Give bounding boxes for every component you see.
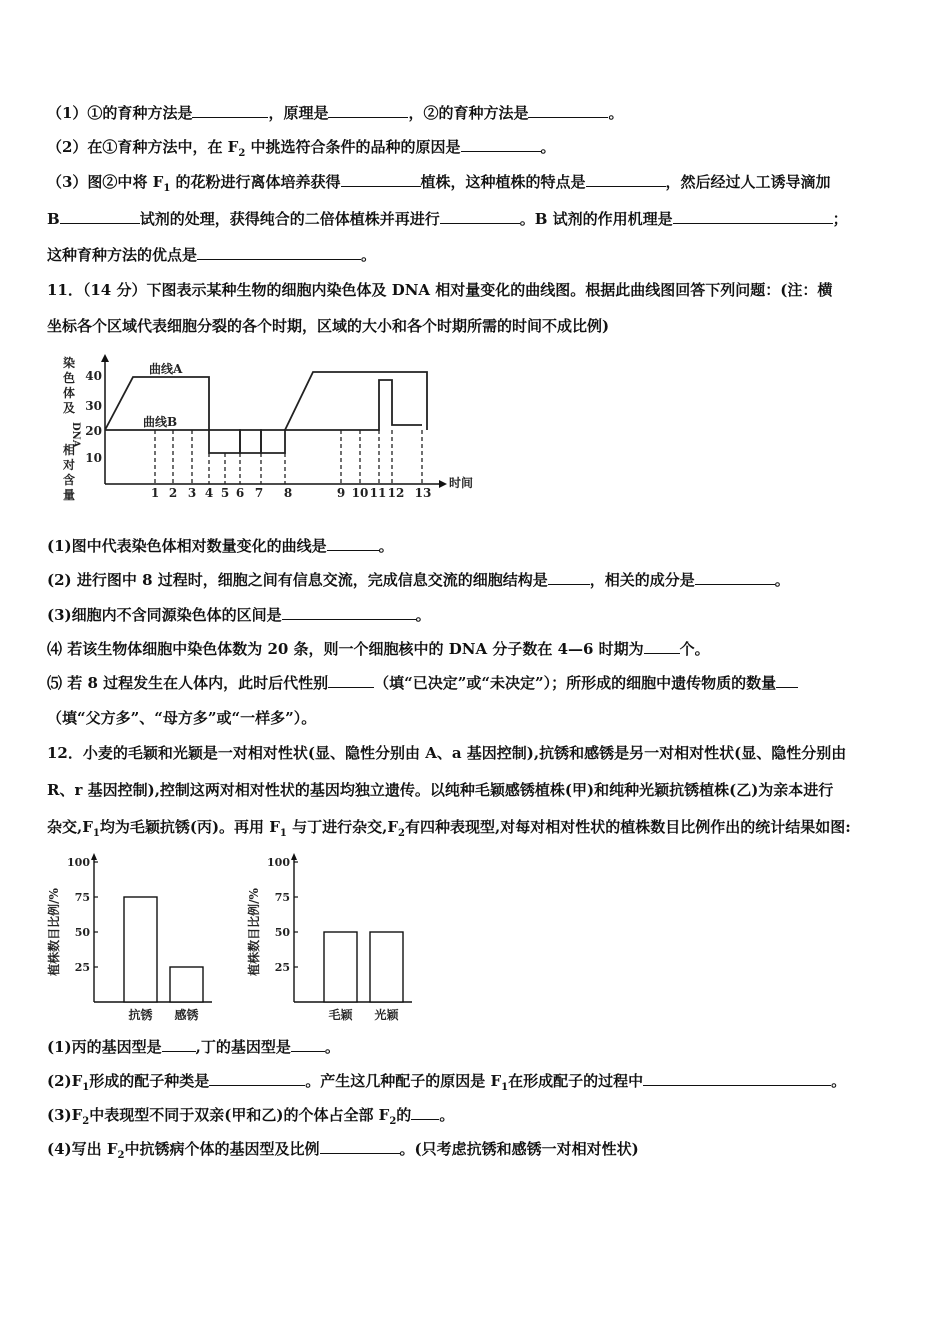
q12-intro-text: 均为毛颖抗锈(丙)。再用 F	[99, 818, 280, 836]
bar	[170, 967, 203, 1002]
x-tick-label: 6	[235, 486, 245, 500]
answer-blank[interactable]	[328, 102, 408, 118]
x-tick-label: 1	[150, 486, 160, 500]
subscript: 1	[279, 828, 287, 839]
q10-part3	[47, 171, 831, 192]
q11-part3	[47, 604, 431, 625]
q10-part4-text: B	[47, 210, 60, 228]
q11-part2	[47, 569, 790, 590]
x-tick-label: 2	[168, 486, 178, 500]
q10-part4	[47, 208, 848, 229]
bar	[324, 932, 357, 1002]
x-tick-label: 10	[351, 486, 369, 500]
q12-part1-text: ,丁的基因型是	[195, 1038, 291, 1056]
chromosome-dna-curve-figure	[47, 350, 482, 508]
y-label-char: 色	[62, 371, 76, 385]
q10-part4-text: ；	[832, 210, 848, 228]
q12-part4	[47, 1138, 639, 1159]
x-tick-label: 抗锈	[128, 1008, 153, 1022]
q10-part1	[47, 102, 624, 123]
answer-blank[interactable]	[341, 171, 421, 187]
y-label-char: 量	[62, 488, 76, 502]
q12-intro-line2: R、r 基因控制),控制这两对相对性状的基因均独立遗传。以纯种毛颖感锈植株(甲)和纯种光颖抗锈植株(乙)为亲本进行	[47, 781, 834, 799]
q10-part1-text: 。	[608, 104, 624, 122]
y-label-char: 对	[62, 458, 76, 472]
y-axis-label: 植株数目比例/%	[47, 888, 61, 976]
q12-intro-text: 杂交,F	[47, 818, 93, 836]
subscript: 2	[398, 828, 405, 839]
q10-part3-text: 植株，这种植株的特点是	[420, 173, 586, 191]
x-tick-label: 11	[369, 486, 387, 500]
q10-part3-text: （3）图②中将 F	[47, 173, 164, 191]
subscript: 1	[163, 183, 171, 194]
answer-blank[interactable]	[528, 102, 608, 118]
y-label-char: DNA	[70, 422, 81, 448]
q10-part2	[47, 136, 556, 157]
bar	[124, 897, 157, 1002]
answer-blank[interactable]	[328, 672, 374, 688]
x-tick-label: 光颖	[374, 1008, 399, 1022]
answer-blank[interactable]	[644, 638, 680, 654]
q12-part4-text: (4)写出 F	[47, 1140, 118, 1158]
q12-part2	[47, 1070, 846, 1091]
subscript: 2	[82, 1116, 90, 1127]
x-tick-label: 12	[387, 486, 405, 500]
q10-part1-text: ，②的育种方法是	[408, 104, 529, 122]
answer-blank[interactable]	[291, 1036, 325, 1052]
q10-part5	[47, 244, 376, 265]
q12-part1-text: (1)丙的基因型是	[47, 1038, 162, 1056]
q12-part2-text: (2)F	[47, 1072, 83, 1090]
answer-blank[interactable]	[548, 569, 590, 585]
y-axis-arrow-icon	[291, 853, 297, 860]
q12-part3-text: 的	[396, 1106, 412, 1124]
x-tick-label: 感锈	[174, 1008, 199, 1022]
x-tick-label: 毛颖	[328, 1008, 353, 1022]
q11-part2-text: ，相关的成分是	[589, 571, 695, 589]
x-tick-label: 3	[187, 486, 197, 500]
q11-part2-text: 。	[774, 571, 790, 589]
y-label-char: 含	[62, 473, 76, 487]
bar	[370, 932, 403, 1002]
subscript: 1	[501, 1082, 509, 1093]
answer-blank[interactable]	[673, 208, 833, 224]
y-axis-label: 植株数目比例/%	[247, 888, 261, 976]
answer-blank[interactable]	[209, 1070, 305, 1086]
subscript: 2	[238, 148, 246, 159]
y-tick-label: 100	[267, 856, 290, 869]
q12-part2-text: 。产生这几种配子的原因是 F	[305, 1072, 502, 1090]
q12-intro-line3	[47, 817, 851, 837]
y-tick-label: 30	[85, 399, 102, 413]
q10-part2-text: （2）在①育种方法中，在 F	[47, 138, 239, 156]
y-tick-label: 100	[67, 856, 90, 869]
subscript: 2	[389, 1116, 397, 1127]
q11-part1	[47, 535, 394, 556]
q10-part1-text: （1）①的育种方法是	[47, 104, 193, 122]
x-axis-arrow-icon	[439, 480, 447, 488]
q11-part4-text: 个。	[679, 640, 710, 658]
y-tick-label: 50	[74, 926, 90, 939]
subscript: 2	[117, 1150, 125, 1161]
curve-b-label: 曲线B	[143, 415, 178, 429]
y-tick-label: 10	[85, 451, 102, 465]
x-tick-label: 4	[204, 486, 214, 500]
y-label-char: 及	[62, 401, 76, 415]
q12-intro-text: 有四种表现型,对每对相对性状的植株数目比例作出的统计结果如图:	[404, 818, 851, 836]
y-tick-label: 75	[74, 891, 90, 904]
q12-part2-text: 形成的配子种类是	[89, 1072, 210, 1090]
answer-blank[interactable]	[461, 136, 541, 152]
y-tick-label: 20	[85, 424, 102, 438]
q10-part5-text: 这种育种方法的优点是	[47, 246, 198, 264]
y-axis-arrow-icon	[91, 853, 97, 860]
q11-part5-cont: （填“父方多”、“母方多”或“一样多”）。	[47, 709, 317, 727]
q11-part5	[47, 672, 798, 693]
answer-blank[interactable]	[197, 244, 361, 260]
q11-part5-text: （填“已决定”或“未决定”）；所形成的细胞中遗传物质的数量	[374, 674, 777, 692]
q12-part3-text: 。	[439, 1106, 455, 1124]
y-tick-label: 25	[274, 961, 290, 974]
subscript: 1	[82, 1082, 90, 1093]
q10-part4-text: 。B 试剂的作用机理是	[519, 210, 673, 228]
q11-part4-text: ⑷ 若该生物体细胞中染色体数为 20 条，则一个细胞核中的 DNA 分子数在 4—6 时期为	[47, 640, 644, 658]
x-axis-label: 时间	[449, 476, 474, 490]
answer-blank[interactable]	[162, 1036, 196, 1052]
y-tick-label: 25	[74, 961, 90, 974]
q10-part4-text: 试剂的处理，获得纯合的二倍体植株并再进行	[139, 210, 440, 228]
answer-blank[interactable]	[440, 208, 520, 224]
x-tick-label: 8	[283, 486, 293, 500]
y-axis-label	[62, 355, 81, 502]
answer-blank[interactable]	[776, 672, 798, 688]
y-tick-label: 75	[274, 891, 290, 904]
q11-part2-text: (2) 进行图中 8 过程时，细胞之间有信息交流，完成信息交流的细胞结构是	[47, 571, 548, 589]
answer-blank[interactable]	[411, 1104, 439, 1120]
q11-part4	[47, 638, 710, 659]
q10-part1-text: ，原理是	[268, 104, 329, 122]
rust-resistance-bar-chart	[44, 850, 224, 1030]
q11-part1-text: 。	[378, 537, 394, 555]
q11-part3-text: 。	[415, 606, 431, 624]
y-label-char: 体	[62, 386, 76, 400]
q10-part3-text: 的花粉进行离体培养获得	[170, 173, 341, 191]
answer-blank[interactable]	[643, 1070, 831, 1086]
answer-blank[interactable]	[192, 102, 268, 118]
x-tick-label: 13	[414, 486, 432, 500]
q10-part3-text: ，然后经过人工诱导滴加	[665, 173, 831, 191]
answer-blank[interactable]	[282, 604, 416, 620]
q12-part3-text: 中表现型不同于双亲(甲和乙)的个体占全部 F	[89, 1106, 390, 1124]
q11-part3-text: (3)细胞内不含同源染色体的区间是	[47, 606, 282, 624]
answer-blank[interactable]	[695, 569, 775, 585]
q12-part4-text: 中抗锈病个体的基因型及比例	[124, 1140, 320, 1158]
q10-part5-text: 。	[361, 246, 377, 264]
q11-intro-line2: 坐标各个区域代表细胞分裂的各个时期，区域的大小和各个时期所需的时间不成比例)	[47, 317, 610, 335]
q11-part5-text: ⑸ 若 8 过程发生在人体内，此时后代性别	[47, 674, 329, 692]
glume-hair-bar-chart	[244, 850, 424, 1030]
x-tick-label: 9	[336, 486, 346, 500]
x-tick-label: 5	[220, 486, 230, 500]
answer-blank[interactable]	[327, 535, 379, 551]
q12-part3	[47, 1104, 454, 1125]
subscript: 1	[92, 828, 100, 839]
answer-blank[interactable]	[586, 171, 666, 187]
q10-part2-text: 。	[540, 138, 556, 156]
y-axis-arrow-icon	[101, 354, 109, 362]
curve-a-label: 曲线A	[149, 362, 183, 376]
x-tick-label: 7	[254, 486, 264, 500]
q11-intro-line1: 11．（14 分）下图表示某种生物的细胞内染色体及 DNA 相对量变化的曲线图。根据此曲线图回答下列问题：(注：横	[47, 281, 833, 299]
answer-blank[interactable]	[320, 1138, 400, 1154]
y-tick-label: 40	[85, 369, 102, 383]
q12-part2-text: 在形成配子的过程中	[508, 1072, 644, 1090]
q12-part4-text: 。(只考虑抗锈和感锈一对相对性状)	[399, 1140, 639, 1158]
q12-part3-text: (3)F	[47, 1106, 83, 1124]
answer-blank[interactable]	[60, 208, 140, 224]
q10-part2-text: 中挑选符合条件的品种的原因是	[245, 138, 461, 156]
y-label-char: 相	[62, 443, 76, 457]
q12-part2-text: 。	[831, 1072, 847, 1090]
y-label-char: 染	[62, 356, 76, 370]
q12-intro-line1: 12．小麦的毛颖和光颖是一对相对性状(显、隐性分别由 A、a 基因控制),抗锈和感锈是另一对相对性状(显、隐性分别由	[47, 744, 847, 762]
q12-part1	[47, 1036, 340, 1057]
y-tick-label: 50	[274, 926, 290, 939]
q12-part1-text: 。	[324, 1038, 340, 1056]
q12-intro-text: 与丁进行杂交,F	[286, 818, 398, 836]
q11-part1-text: (1)图中代表染色体相对数量变化的曲线是	[47, 537, 327, 555]
